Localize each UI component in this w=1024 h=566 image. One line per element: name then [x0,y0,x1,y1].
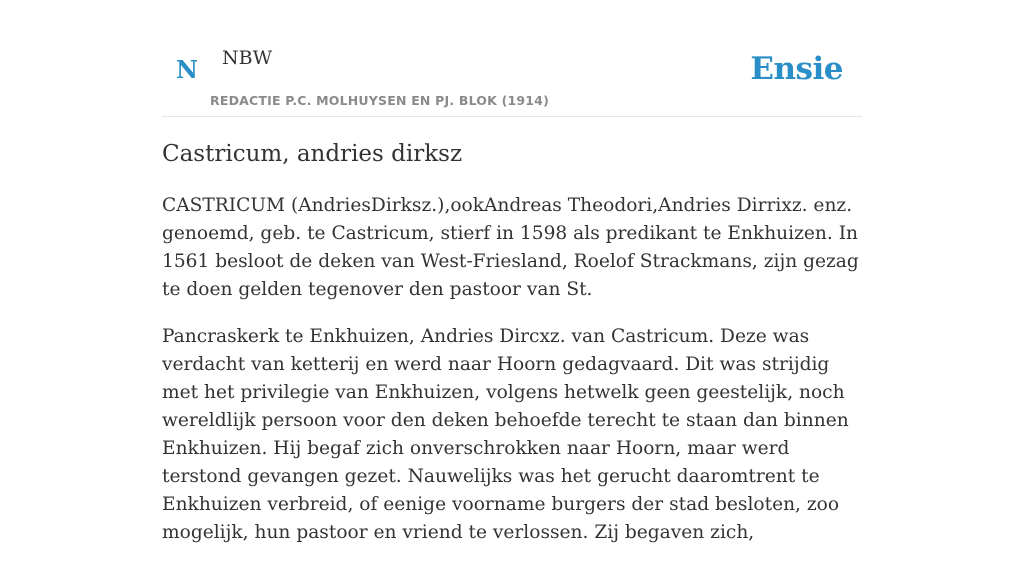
article-paragraph: Pancraskerk te Enkhuizen, Andries Dircxz. van Castricum. Deze was verdacht van ketterij en werd naar Hoorn gedagvaard. Dit was strijdig met het privilegie van Enkhuizen, volgens hetwelk geen geestelijk, noch wereldlijk persoon voor den deken behoefde terecht te staan dan binnen Enkhuizen. Hij begaf zich onverschrokken naar Hoorn, maar werd terstond gevangen gezet. Nauwelijks was het gerucht daaromtrent te Enkhuizen verbreid, of eenige voorname burgers der stad besloten, zoo mogelijk, hun pastoor en vriend te verlossen. Zij begaven zich, [162,326,849,543]
article-paragraph: CASTRICUM (AndriesDirksz.),ookAndreas Theodori,Andries Dirrixz. enz. genoemd, geb. te Castricum, stierf in 1598 als predikant te Enkhuizen. In 1561 besloot de deken van West-Friesland, Roelof Strackmans, zijn gezag te doen gelden tegenover den pastoor van St. [162,195,859,300]
source-header [162,0,862,117]
source-logo[interactable]: N [176,55,198,84]
source-subtitle: REDACTIE P.C. MOLHUYSEN EN PJ. BLOK (1914) [210,93,549,108]
ensie-logo[interactable]: Ensie [750,51,843,87]
article-title: Castricum, andries dirksz [162,141,463,167]
page [162,0,862,543]
source-name[interactable]: NBW [222,47,273,69]
article-body [162,192,862,566]
